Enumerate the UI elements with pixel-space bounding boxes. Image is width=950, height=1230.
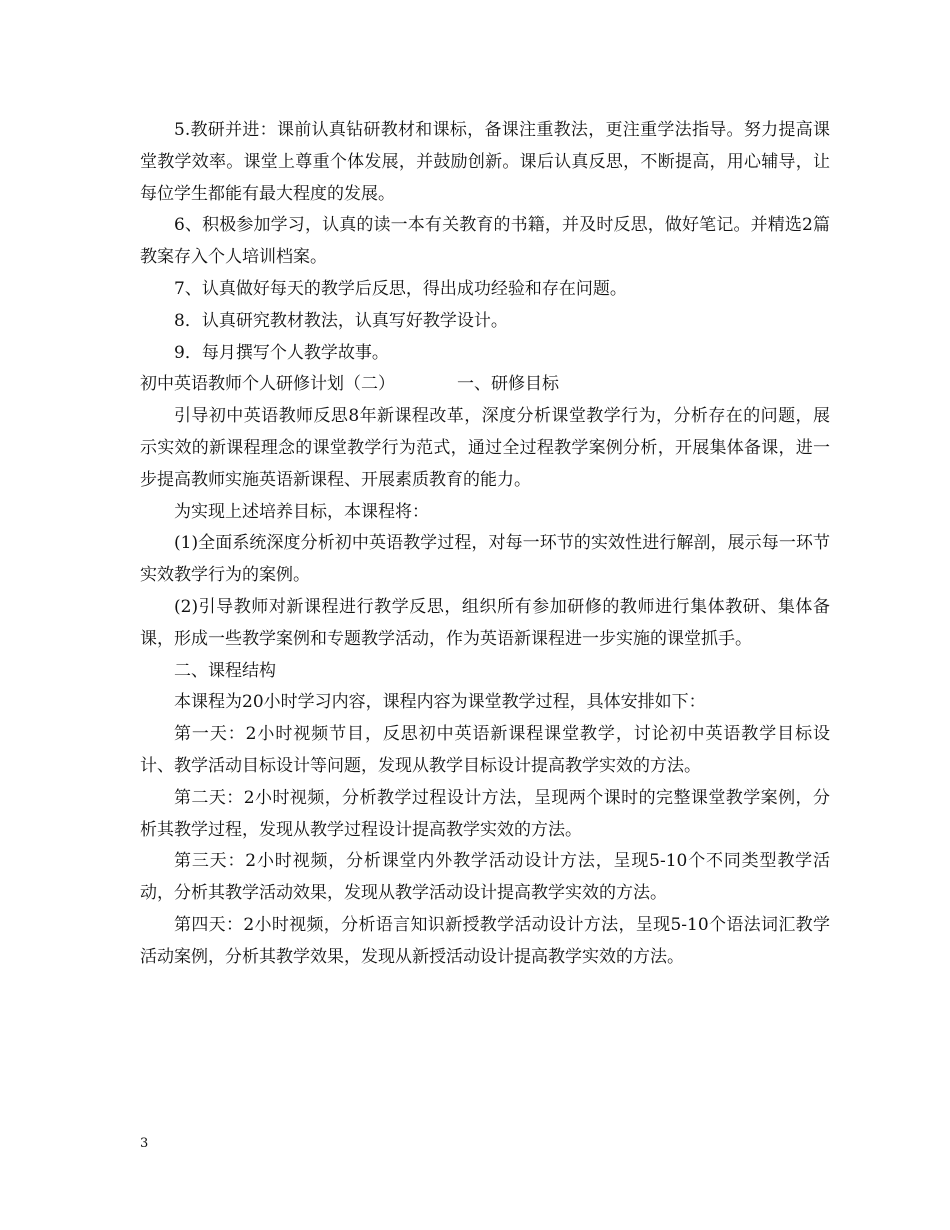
paragraph-day-4: 第四天：2小时视频，分析语言知识新授教学活动设计方法，呈现5-10个语法词汇教学活动案例，分析其教学效果，发现从新授活动设计提高教学实效的方法。: [140, 914, 830, 967]
paragraph-item-2: (2)引导教师对新课程进行教学反思，组织所有参加研修的教师进行集体教研、集体备课，形成一些教学案例和专题教学活动，作为英语新课程进一步实施的课堂抓手。: [140, 596, 830, 649]
paragraph-day-3: 第三天：2小时视频，分析课堂内外教学活动设计方法，呈现5-10个不同类型教学活动，分析其教学活动效果，发现从教学活动设计提高教学实效的方法。: [140, 851, 830, 904]
section-heading: [140, 369, 830, 401]
paragraph-monthly-story: 9．每月撰写个人教学故事。: [174, 342, 389, 363]
paragraph-item-1: (1)全面系统深度分析初中英语教学过程，对每一环节的实效性进行解剖，展示每一环节实效教学行为的案例。: [140, 533, 830, 586]
document-body: [140, 115, 830, 974]
paragraph-course-hours: 本课程为20小时学习内容，课程内容为课堂教学过程，具体安排如下：: [174, 692, 706, 713]
paragraph-daily-reflection: 7、认真做好每天的教学后反思，得出成功经验和存在问题。: [174, 278, 627, 299]
paragraph-day-2: 第二天：2小时视频，分析教学过程设计方法，呈现两个课时的完整课堂教学案例，分析其教学过程，发现从教学过程设计提高教学实效的方法。: [140, 787, 830, 840]
paragraph-guide-reflection: 引导初中英语教师反思8年新课程改革，深度分析课堂教学行为，分析存在的问题，展示实效的新课程理念的课堂教学行为范式，通过全过程教学案例分析，开展集体备课，进一步提高教师实施英语新课程、开展素质教育的能力。: [140, 406, 830, 490]
section-subtitle: 一、研修目标: [457, 374, 559, 395]
paragraph-day-1: 第一天：2小时视频节目，反思初中英语新课程课堂教学，讨论初中英语教学目标设计、教学活动目标设计等问题，发现从教学目标设计提高教学实效的方法。: [140, 724, 830, 776]
section-title: 初中英语教师个人研修计划（二）: [140, 374, 395, 395]
section-heading-course-structure: 二、课程结构: [174, 660, 276, 681]
paragraph-active-learning: 6、积极参加学习，认真的读一本有关教育的书籍，并及时反思，做好笔记。并精选2篇教案存入个人培训档案。: [140, 215, 830, 268]
paragraph-teaching-research: 5.教研并进：课前认真钻研教材和课标，备课注重教法，更注重学法指导。努力提高课堂教学效率。课堂上尊重个体发展，并鼓励创新。课后认真反思，不断提高，用心辅导，让每位学生都能有最大程度的发展。: [140, 120, 830, 204]
paragraph-study-materials: 8．认真研究教材教法，认真写好教学设计。: [174, 310, 508, 331]
page-number: 3: [140, 1136, 149, 1151]
paragraph-course-intro: 为实现上述培养目标，本课程将：: [174, 501, 429, 522]
